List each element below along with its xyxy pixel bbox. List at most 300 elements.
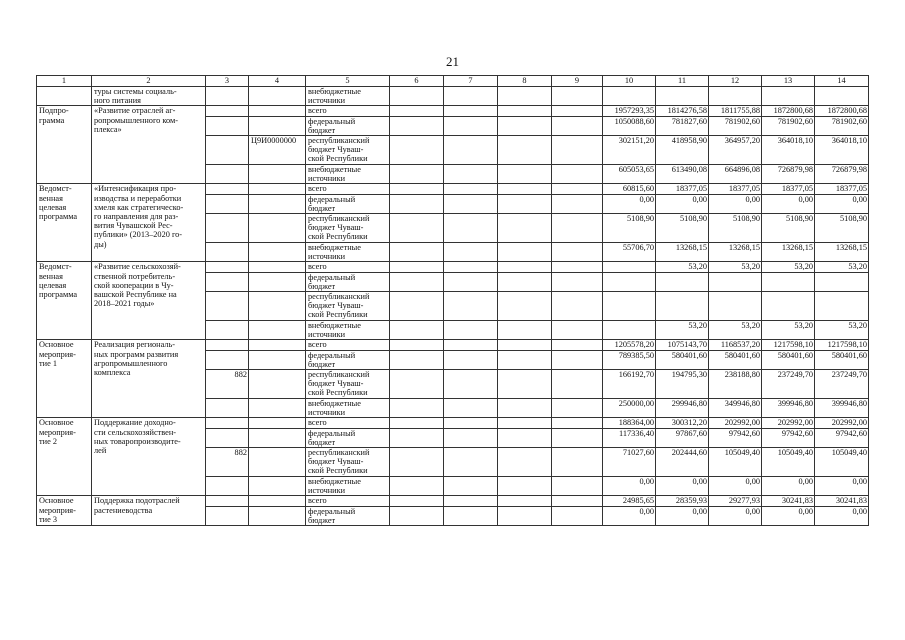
amount-cell: 5108,90 <box>815 214 869 243</box>
amount-cell: 1814276,58 <box>656 106 709 116</box>
classifier-cell <box>249 418 306 428</box>
amount-cell: 0,00 <box>762 506 815 525</box>
amount-cell: 53,20 <box>656 262 709 272</box>
amount-cell: 0,00 <box>709 477 762 496</box>
empty-cell <box>444 262 498 272</box>
empty-cell <box>444 87 498 106</box>
amount-cell: 194795,30 <box>656 370 709 399</box>
amount-cell <box>709 292 762 321</box>
empty-cell <box>444 292 498 321</box>
code-cell <box>206 116 249 135</box>
column-number-13: 13 <box>762 76 815 87</box>
funding-source-cell: федеральный бюджет <box>306 506 390 525</box>
amount-cell: 302151,20 <box>603 136 656 165</box>
header-row <box>37 76 869 87</box>
amount-cell: 30241,83 <box>762 496 815 506</box>
amount-cell: 580401,60 <box>815 350 869 369</box>
table-row <box>37 184 869 194</box>
empty-cell <box>444 106 498 116</box>
empty-cell <box>498 428 552 447</box>
code-cell <box>206 292 249 321</box>
funding-source-cell: федеральный бюджет <box>306 350 390 369</box>
code-cell <box>206 272 249 291</box>
funding-source-cell: всего <box>306 262 390 272</box>
table-row <box>37 496 869 506</box>
funding-source-cell: республиканский бюджет Чуваш- ской Республики <box>306 214 390 243</box>
empty-cell <box>390 243 444 262</box>
classifier-cell <box>249 506 306 525</box>
amount-cell: 0,00 <box>815 477 869 496</box>
empty-cell <box>444 116 498 135</box>
funding-source-cell: всего <box>306 418 390 428</box>
code-cell <box>206 496 249 506</box>
empty-cell <box>552 321 603 340</box>
amount-cell: 726879,98 <box>762 165 815 184</box>
status-cell: Основное мероприя- тие 2 <box>37 418 92 496</box>
amount-cell <box>656 272 709 291</box>
empty-cell <box>498 340 552 350</box>
code-cell: 882 <box>206 448 249 477</box>
empty-cell <box>498 399 552 418</box>
empty-cell <box>552 214 603 243</box>
empty-cell <box>552 428 603 447</box>
code-cell <box>206 399 249 418</box>
amount-cell: 60815,60 <box>603 184 656 194</box>
funding-source-cell: всего <box>306 106 390 116</box>
funding-source-cell: республиканский бюджет Чуваш- ской Республики <box>306 370 390 399</box>
empty-cell <box>498 262 552 272</box>
empty-cell <box>498 106 552 116</box>
empty-cell <box>552 136 603 165</box>
amount-cell: 1205578,20 <box>603 340 656 350</box>
amount-cell: 364957,20 <box>709 136 762 165</box>
amount-cell: 97867,60 <box>656 428 709 447</box>
classifier-cell <box>249 340 306 350</box>
empty-cell <box>444 243 498 262</box>
amount-cell: 202992,00 <box>815 418 869 428</box>
code-cell: 882 <box>206 370 249 399</box>
funding-source-cell: внебюджетные источники <box>306 399 390 418</box>
empty-cell <box>390 350 444 369</box>
column-number-4: 4 <box>249 76 306 87</box>
amount-cell: 55706,70 <box>603 243 656 262</box>
classifier-cell <box>249 116 306 135</box>
empty-cell <box>498 448 552 477</box>
amount-cell: 0,00 <box>762 477 815 496</box>
amount-cell: 364018,10 <box>762 136 815 165</box>
empty-cell <box>444 399 498 418</box>
amount-cell: 53,20 <box>815 262 869 272</box>
amount-cell: 29277,93 <box>709 496 762 506</box>
empty-cell <box>390 106 444 116</box>
classifier-cell <box>249 272 306 291</box>
amount-cell: 18377,05 <box>709 184 762 194</box>
empty-cell <box>390 184 444 194</box>
empty-cell <box>444 448 498 477</box>
amount-cell: 1217598,10 <box>762 340 815 350</box>
amount-cell <box>656 292 709 321</box>
amount-cell <box>815 292 869 321</box>
column-number-1: 1 <box>37 76 92 87</box>
empty-cell <box>498 506 552 525</box>
empty-cell <box>390 321 444 340</box>
amount-cell: 117336,40 <box>603 428 656 447</box>
code-cell <box>206 321 249 340</box>
classifier-cell <box>249 370 306 399</box>
status-cell: Ведомст- венная целевая программа <box>37 184 92 262</box>
amount-cell: 53,20 <box>815 321 869 340</box>
empty-cell <box>444 428 498 447</box>
classifier-cell <box>249 87 306 106</box>
empty-cell <box>498 116 552 135</box>
column-number-7: 7 <box>444 76 498 87</box>
empty-cell <box>552 477 603 496</box>
amount-cell: 1957293,35 <box>603 106 656 116</box>
status-cell: Подпро- грамма <box>37 106 92 184</box>
table-row <box>37 340 869 350</box>
amount-cell: 605053,65 <box>603 165 656 184</box>
code-cell <box>206 243 249 262</box>
empty-cell <box>390 87 444 106</box>
classifier-cell <box>249 321 306 340</box>
empty-cell <box>498 477 552 496</box>
empty-cell <box>444 418 498 428</box>
amount-cell: 30241,83 <box>815 496 869 506</box>
empty-cell <box>552 165 603 184</box>
empty-cell <box>498 321 552 340</box>
empty-cell <box>552 194 603 213</box>
funding-source-cell: внебюджетные источники <box>306 477 390 496</box>
amount-cell: 1217598,10 <box>815 340 869 350</box>
table-row <box>37 262 869 272</box>
amount-cell: 238188,80 <box>709 370 762 399</box>
code-cell <box>206 184 249 194</box>
amount-cell: 299946,80 <box>656 399 709 418</box>
amount-cell: 1168537,20 <box>709 340 762 350</box>
empty-cell <box>390 418 444 428</box>
empty-cell <box>444 506 498 525</box>
amount-cell: 364018,10 <box>815 136 869 165</box>
column-number-8: 8 <box>498 76 552 87</box>
amount-cell <box>762 292 815 321</box>
empty-cell <box>552 292 603 321</box>
amount-cell: 1872800,68 <box>815 106 869 116</box>
amount-cell <box>603 262 656 272</box>
empty-cell <box>390 214 444 243</box>
amount-cell <box>603 292 656 321</box>
amount-cell: 24985,65 <box>603 496 656 506</box>
amount-cell: 202444,60 <box>656 448 709 477</box>
code-cell <box>206 194 249 213</box>
classifier-cell: Ц9И0000000 <box>249 136 306 165</box>
amount-cell: 105049,40 <box>815 448 869 477</box>
amount-cell: 781827,60 <box>656 116 709 135</box>
classifier-cell <box>249 292 306 321</box>
empty-cell <box>552 506 603 525</box>
code-cell <box>206 106 249 116</box>
classifier-cell <box>249 399 306 418</box>
amount-cell: 580401,60 <box>762 350 815 369</box>
amount-cell <box>762 272 815 291</box>
empty-cell <box>552 448 603 477</box>
name-cell: «Развитие сельскохозяй- ственной потребитель- ской кооперации в Чу- вашской Республике на 2018–2021 годы» <box>92 262 206 340</box>
amount-cell <box>815 87 869 106</box>
empty-cell <box>390 496 444 506</box>
amount-cell: 237249,70 <box>815 370 869 399</box>
empty-cell <box>498 165 552 184</box>
empty-cell <box>552 262 603 272</box>
amount-cell: 13268,15 <box>762 243 815 262</box>
code-cell <box>206 350 249 369</box>
funding-source-cell: федеральный бюджет <box>306 194 390 213</box>
empty-cell <box>390 428 444 447</box>
column-number-9: 9 <box>552 76 603 87</box>
empty-cell <box>390 272 444 291</box>
code-cell <box>206 477 249 496</box>
amount-cell: 1075143,70 <box>656 340 709 350</box>
name-cell: туры системы социаль- ного питания <box>92 87 206 106</box>
classifier-cell <box>249 448 306 477</box>
amount-cell <box>709 272 762 291</box>
empty-cell <box>444 184 498 194</box>
empty-cell <box>552 106 603 116</box>
empty-cell <box>390 399 444 418</box>
code-cell <box>206 262 249 272</box>
classifier-cell <box>249 496 306 506</box>
empty-cell <box>444 194 498 213</box>
amount-cell: 0,00 <box>709 506 762 525</box>
empty-cell <box>390 136 444 165</box>
amount-cell: 349946,80 <box>709 399 762 418</box>
code-cell <box>206 340 249 350</box>
amount-cell: 0,00 <box>603 477 656 496</box>
empty-cell <box>498 214 552 243</box>
empty-cell <box>390 165 444 184</box>
amount-cell: 1050088,60 <box>603 116 656 135</box>
empty-cell <box>498 243 552 262</box>
column-number-10: 10 <box>603 76 656 87</box>
empty-cell <box>444 136 498 165</box>
amount-cell: 250000,00 <box>603 399 656 418</box>
amount-cell: 97942,60 <box>815 428 869 447</box>
empty-cell <box>444 165 498 184</box>
code-cell <box>206 87 249 106</box>
empty-cell <box>498 370 552 399</box>
classifier-cell <box>249 428 306 447</box>
classifier-cell <box>249 350 306 369</box>
amount-cell: 53,20 <box>762 262 815 272</box>
column-number-2: 2 <box>92 76 206 87</box>
empty-cell <box>390 506 444 525</box>
amount-cell: 789385,50 <box>603 350 656 369</box>
name-cell: Поддержка подотраслей растениеводства <box>92 496 206 526</box>
amount-cell: 28359,93 <box>656 496 709 506</box>
amount-cell: 53,20 <box>656 321 709 340</box>
empty-cell <box>552 350 603 369</box>
amount-cell: 237249,70 <box>762 370 815 399</box>
code-cell <box>206 214 249 243</box>
amount-cell: 781902,60 <box>762 116 815 135</box>
empty-cell <box>444 350 498 369</box>
amount-cell: 1872800,68 <box>762 106 815 116</box>
amount-cell: 399946,80 <box>762 399 815 418</box>
amount-cell: 18377,05 <box>815 184 869 194</box>
table-row <box>37 87 869 106</box>
empty-cell <box>390 340 444 350</box>
name-cell: Реализация региональ- ных программ развития агропромышленного комплекса <box>92 340 206 418</box>
amount-cell: 0,00 <box>656 194 709 213</box>
funding-source-cell: внебюджетные источники <box>306 321 390 340</box>
empty-cell <box>498 496 552 506</box>
code-cell <box>206 428 249 447</box>
funding-source-cell: федеральный бюджет <box>306 272 390 291</box>
empty-cell <box>552 370 603 399</box>
amount-cell: 13268,15 <box>656 243 709 262</box>
amount-cell: 781902,60 <box>709 116 762 135</box>
amount-cell: 613490,08 <box>656 165 709 184</box>
empty-cell <box>444 321 498 340</box>
amount-cell: 0,00 <box>762 194 815 213</box>
name-cell: «Развитие отраслей аг- ропромышленного ком- плекса» <box>92 106 206 184</box>
classifier-cell <box>249 194 306 213</box>
empty-cell <box>498 292 552 321</box>
funding-source-cell: федеральный бюджет <box>306 428 390 447</box>
amount-cell: 105049,40 <box>709 448 762 477</box>
code-cell <box>206 418 249 428</box>
amount-cell: 53,20 <box>762 321 815 340</box>
empty-cell <box>552 418 603 428</box>
classifier-cell <box>249 165 306 184</box>
empty-cell <box>390 116 444 135</box>
classifier-cell <box>249 106 306 116</box>
amount-cell: 105049,40 <box>762 448 815 477</box>
empty-cell <box>552 243 603 262</box>
funding-source-cell: внебюджетные источники <box>306 243 390 262</box>
funding-source-cell: внебюджетные источники <box>306 87 390 106</box>
empty-cell <box>498 272 552 291</box>
status-cell <box>37 87 92 106</box>
empty-cell <box>498 350 552 369</box>
funding-source-cell: всего <box>306 496 390 506</box>
amount-cell: 53,20 <box>709 321 762 340</box>
table-row <box>37 418 869 428</box>
column-number-3: 3 <box>206 76 249 87</box>
amount-cell: 0,00 <box>815 194 869 213</box>
name-cell: Поддержание доходно- сти сельскохозяйствен- ных товаропроизводите- лей <box>92 418 206 496</box>
empty-cell <box>444 496 498 506</box>
funding-source-cell: республиканский бюджет Чуваш- ской Республики <box>306 448 390 477</box>
funding-source-cell: всего <box>306 184 390 194</box>
empty-cell <box>552 399 603 418</box>
amount-cell: 18377,05 <box>762 184 815 194</box>
empty-cell <box>444 272 498 291</box>
amount-cell: 5108,90 <box>762 214 815 243</box>
empty-cell <box>444 477 498 496</box>
amount-cell: 418958,90 <box>656 136 709 165</box>
empty-cell <box>444 340 498 350</box>
amount-cell: 202992,00 <box>709 418 762 428</box>
page-number: 21 <box>446 54 459 69</box>
amount-cell: 5108,90 <box>656 214 709 243</box>
funding-source-cell: всего <box>306 340 390 350</box>
column-number-11: 11 <box>656 76 709 87</box>
status-cell: Основное мероприя- тие 1 <box>37 340 92 418</box>
amount-cell: 580401,60 <box>709 350 762 369</box>
amount-cell: 300312,20 <box>656 418 709 428</box>
funding-source-cell: республиканский бюджет Чуваш- ской Республики <box>306 136 390 165</box>
amount-cell <box>603 321 656 340</box>
empty-cell <box>390 194 444 213</box>
empty-cell <box>552 116 603 135</box>
empty-cell <box>498 194 552 213</box>
classifier-cell <box>249 243 306 262</box>
amount-cell: 53,20 <box>709 262 762 272</box>
amount-cell: 726879,98 <box>815 165 869 184</box>
empty-cell <box>552 272 603 291</box>
empty-cell <box>498 136 552 165</box>
empty-cell <box>390 448 444 477</box>
empty-cell <box>552 496 603 506</box>
amount-cell: 0,00 <box>656 506 709 525</box>
amount-cell: 1811755,88 <box>709 106 762 116</box>
status-cell: Основное мероприя- тие 3 <box>37 496 92 526</box>
amount-cell: 18377,05 <box>656 184 709 194</box>
budget-table <box>36 75 869 526</box>
amount-cell <box>762 87 815 106</box>
empty-cell <box>390 262 444 272</box>
column-number-12: 12 <box>709 76 762 87</box>
amount-cell: 166192,70 <box>603 370 656 399</box>
empty-cell <box>444 370 498 399</box>
empty-cell <box>552 184 603 194</box>
column-number-6: 6 <box>390 76 444 87</box>
classifier-cell <box>249 477 306 496</box>
amount-cell: 0,00 <box>815 506 869 525</box>
amount-cell: 580401,60 <box>656 350 709 369</box>
classifier-cell <box>249 184 306 194</box>
funding-source-cell: внебюджетные источники <box>306 165 390 184</box>
amount-cell <box>603 87 656 106</box>
amount-cell: 5108,90 <box>709 214 762 243</box>
amount-cell: 13268,15 <box>709 243 762 262</box>
empty-cell <box>552 87 603 106</box>
amount-cell: 399946,80 <box>815 399 869 418</box>
amount-cell: 0,00 <box>603 194 656 213</box>
amount-cell <box>709 87 762 106</box>
empty-cell <box>390 292 444 321</box>
code-cell <box>206 165 249 184</box>
status-cell: Ведомст- венная целевая программа <box>37 262 92 340</box>
funding-source-cell: федеральный бюджет <box>306 116 390 135</box>
amount-cell: 5108,90 <box>603 214 656 243</box>
amount-cell: 0,00 <box>656 477 709 496</box>
code-cell <box>206 136 249 165</box>
code-cell <box>206 506 249 525</box>
funding-source-cell: республиканский бюджет Чуваш- ской Республики <box>306 292 390 321</box>
amount-cell: 188364,00 <box>603 418 656 428</box>
amount-cell: 781902,60 <box>815 116 869 135</box>
amount-cell: 97942,60 <box>709 428 762 447</box>
empty-cell <box>498 418 552 428</box>
empty-cell <box>498 87 552 106</box>
amount-cell: 0,00 <box>603 506 656 525</box>
amount-cell <box>603 272 656 291</box>
amount-cell: 97942,60 <box>762 428 815 447</box>
empty-cell <box>444 214 498 243</box>
empty-cell <box>498 184 552 194</box>
amount-cell <box>656 87 709 106</box>
name-cell: «Интенсификация про- изводства и переработки хмеля как стратегическо- го направления для раз- вития Чувашской Рес- публики» (2013–2020 го- ды) <box>92 184 206 262</box>
